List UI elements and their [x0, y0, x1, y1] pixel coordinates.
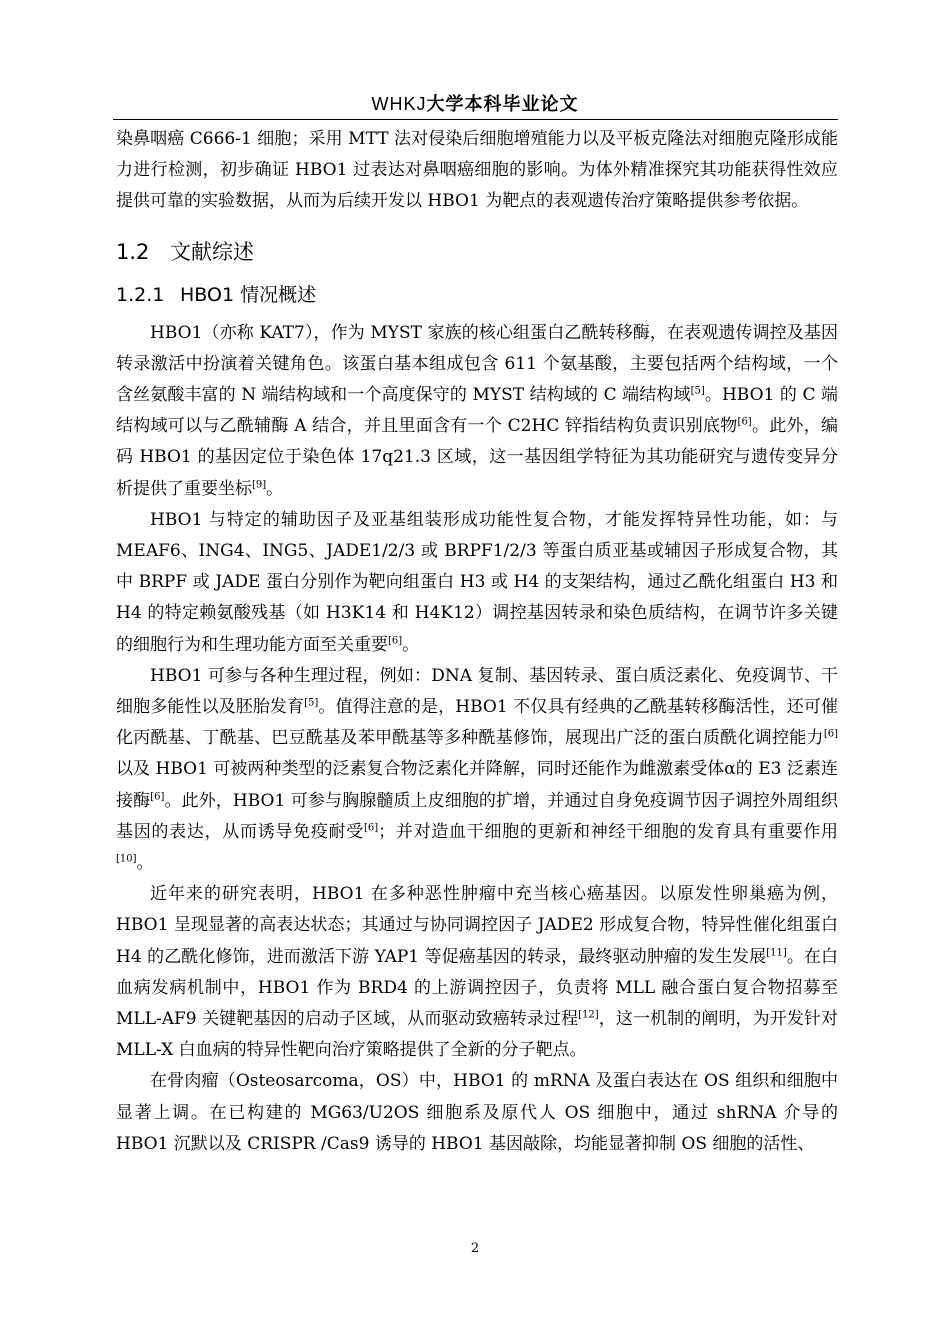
citation-ref: [11] [766, 947, 787, 959]
paragraph-list [116, 318, 838, 1160]
citation-ref: [12] [578, 1009, 599, 1021]
subsection-title: HBO1 情况概述 [180, 283, 317, 306]
paragraph-text: 。此外，编码 HBO1 的基因定位于染色体 17q21.3 区域，这一基因组学特征为其功能研究与遗传变异分析提供了重要坐标 [116, 416, 839, 499]
paragraph-text: ；并对造血干细胞的更新和神经干细胞的发育具有重要作用 [378, 821, 839, 842]
page-number: 2 [470, 1241, 480, 1256]
subsection-heading [116, 278, 838, 312]
body-paragraph [116, 661, 838, 879]
intro-paragraph: 染鼻咽癌 C666-1 细胞；采用 MTT 法对侵染后细胞增殖能力以及平板克隆法对细胞克隆形成能力进行检测，初步确证 HBO1 过表达对鼻咽癌细胞的影响。为体外精准探究其功能获得性效应提供可靠的实验数据，从而为后续开发以 HBO1 为靶点的表观遗传治疗策略提供参考依据。 [116, 129, 838, 212]
paragraph-text: 。 [266, 478, 284, 499]
paragraph-text: 。 [136, 853, 154, 874]
subsection-number: 1.2.1 [116, 283, 165, 306]
body-paragraph [116, 505, 838, 661]
citation-ref: [5] [304, 697, 319, 709]
citation-ref: [5] [690, 385, 705, 397]
paragraph-text: 。HBO1 的 C 端结构域可以与乙酰辅酶 A 结合，并且里面含有一个 C2HC 锌指结构负责识别底物 [116, 385, 839, 437]
header-chinese-text: 大学本科毕业论文 [426, 94, 579, 115]
section-number: 1.2 [116, 239, 150, 264]
paragraph-text: 在骨肉瘤（Osteosarcoma，OS）中，HBO1 的 mRNA 及蛋白表达在 OS 组织和细胞中显著上调。在已构建的 MG63/U2OS 细胞系及原代人 OS 细胞中，通过 shRNA 介导的 HBO1 沉默以及 CRISPR /Cas9 诱导的 HBO1 基因敲除，均能显著抑制 OS 细胞的活性、 [116, 1071, 838, 1154]
paragraph-text: HBO1 与特定的辅助因子及亚基组装形成功能性复合物，才能发挥特异性功能，如：与 MEAF6、ING4、ING5、JADE1/2/3 或 BRPF1/2/3 等蛋白质亚基或辅因子形成复合物，其中 BRPF 或 JADE 蛋白分别作为靶向组蛋白 H3 或 H4 的支架结构，通过乙酰化组蛋白 H3 和 H4 的特定赖氨酸残基（如 H3K14 和 H4K12）调控基因转录和染色质结构，在调节许多关键的细胞行为和生理功能方面至关重要 [116, 509, 838, 655]
body-paragraph [116, 879, 838, 1066]
section-heading [116, 235, 838, 269]
header-latin-text: WHKJ [371, 94, 427, 114]
body-paragraph [116, 318, 838, 505]
paragraph-text: ，这一机制的阐明，为开发针对 MLL-X 白血病的特异性靶向治疗策略提供了全新的分子靶点。 [116, 1009, 839, 1061]
running-header [0, 92, 950, 117]
citation-ref: [6] [364, 822, 379, 834]
paragraph-text: 。值得注意的是，HBO1 不仅具有经典的乙酰基转移酶活性，还可催化丙酰基、丁酰基、巴豆酰基及苯甲酰基等多种酰基修饰，展现出广泛的蛋白质酰化调控能力 [116, 697, 838, 749]
paragraph-text: HBO1（亦称 KAT7），作为 MYST 家族的核心组蛋白乙酰转移酶，在表观遗传调控及基因转录激活中扮演着关键角色。该蛋白基本组成包含 611 个氨基酸，主要包括两个结构域，一个含丝氨酸丰富的 N 端结构域和一个高度保守的 MYST 结构域的 C 端结构域 [116, 322, 838, 406]
paragraph-text: 。此外，HBO1 可参与胸腺髓质上皮细胞的扩增，并通过自身免疫调节因子调控外周组织基因的表达，从而诱导免疫耐受 [116, 790, 839, 842]
paragraph-text: HBO1 可参与各种生理过程，例如：DNA 复制、基因转录、蛋白质泛素化、免疫调节、干细胞多能性以及胚胎发育 [116, 665, 838, 718]
paragraph-text: 。 [402, 634, 420, 655]
citation-ref: [10] [116, 853, 137, 865]
paragraph-text: 。在白血病发病机制中，HBO1 作为 BRD4 的上游调控因子，负责将 MLL 融合蛋白复合物招募至 MLL-AF9 关键靶基因的启动子区域，从而驱动致癌转录过程 [116, 946, 838, 1030]
body-paragraph [116, 1066, 838, 1160]
section-title: 文献综述 [170, 239, 254, 264]
paragraph-text: 以及 HBO1 可被两种类型的泛素复合物泛素化并降解，同时还能作为雌激素受体α的 E3 泛素连接酶 [116, 759, 838, 811]
citation-ref: [6] [737, 416, 752, 428]
citation-ref: [6] [388, 634, 403, 646]
paragraph-text: 近年来的研究表明，HBO1 在多种恶性肿瘤中充当核心癌基因。以原发性卵巢癌为例，HBO1 呈现显著的高表达状态；其通过与协同调控因子 JADE2 形成复合物，特异性催化组蛋白 H4 的乙酰化修饰，进而激活下游 YAP1 等促癌基因的转录，最终驱动肿瘤的发生发展 [116, 884, 838, 967]
citation-ref: [6] [823, 728, 838, 740]
body-text [116, 124, 838, 1160]
header-rule [113, 119, 838, 120]
citation-ref: [6] [150, 791, 165, 802]
citation-ref: [9] [252, 478, 267, 490]
